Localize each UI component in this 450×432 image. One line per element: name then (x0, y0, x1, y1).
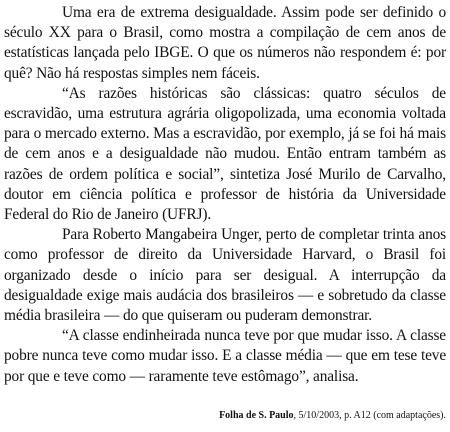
source-publication: Folha de S. Paulo (219, 410, 294, 421)
source-citation (219, 410, 446, 422)
article-body (4, 3, 446, 387)
paragraph-3: Para Roberto Mangabeira Unger, perto de completar trinta anos como professor de direito da Universidade Harvard, o Brasil foi organizado desde o início para ser desigual. A interrupção da desigualdade exige mais audácia dos brasileiros — e sobretudo da classe média brasileira — do que quiseram ou puderam demonstrar. (4, 226, 446, 325)
paragraph-4: “A classe endinheirada nunca teve por que mudar isso. A classe pobre nunca teve como mudar isso. E a classe média — que em tese teve por que e teve como — raramente teve estômago”, analisa. (4, 327, 446, 385)
paragraph-2: “As razões históricas são clássicas: quatro séculos de escravidão, uma estrutura agrária oligopolizada, uma economia voltada para o mercado externo. Mas a escravidão, por exemplo, já se foi há mais de cem anos e a desigualdade não mudou. Então entram também as razões de ordem política e social”, sintetiza José Murilo de Carvalho, doutor em ciência política e professor de história da Universidade Federal do Rio de Janeiro (UFRJ). (4, 84, 446, 224)
paragraph-1: Uma era de extrema desigualdade. Assim pode ser definido o século XX para o Brasil, como mostra a compilação de cem anos de estatísticas lançada pelo IBGE. O que os números não respondem é: por quê? Não há respostas simples nem fáceis. (4, 4, 446, 82)
source-details: , 5/10/2003, p. A12 (com adaptações). (293, 410, 446, 421)
